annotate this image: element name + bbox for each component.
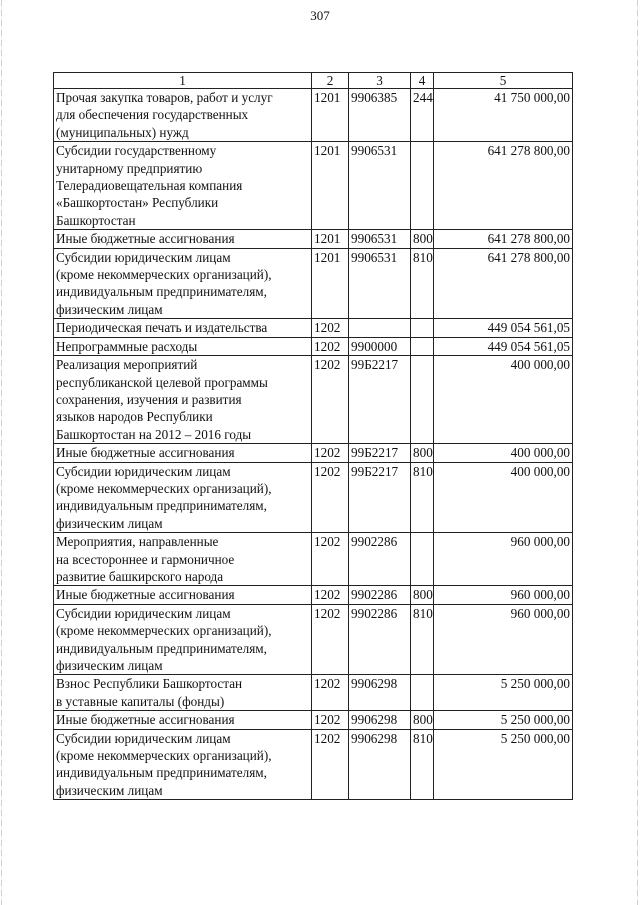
row-target-code: 9906531 [349,142,411,230]
scan-edge-left [1,0,2,905]
table-row [54,248,573,319]
row-amount: 449 054 561,05 [434,337,573,355]
row-section-code: 1201 [312,248,349,319]
row-expense-type: 800 [411,586,434,604]
row-section-code: 1202 [312,337,349,355]
row-expense-type: 800 [411,711,434,729]
row-section-code: 1202 [312,586,349,604]
header-col-5: 5 [434,73,573,89]
table-row [54,356,573,444]
table-row [54,604,573,675]
row-amount: 400 000,00 [434,462,573,533]
row-target-code: 9906298 [349,675,411,711]
row-expense-type [411,319,434,337]
row-section-code: 1202 [312,462,349,533]
row-expense-type [411,675,434,711]
row-target-code: 9902286 [349,586,411,604]
table-row [54,586,573,604]
table-body [54,89,573,800]
row-name-cell: Периодическая печать и издательства [54,319,312,337]
row-name-cell: Иные бюджетные ассигнования [54,230,312,248]
row-amount: 5 250 000,00 [434,711,573,729]
table-row [54,675,573,711]
table-row [54,319,573,337]
row-amount: 5 250 000,00 [434,675,573,711]
row-expense-type: 244 [411,89,434,142]
page-number: 307 [310,8,330,23]
row-target-code: 9906298 [349,711,411,729]
row-amount: 400 000,00 [434,444,573,462]
row-section-code: 1201 [312,89,349,142]
row-target-code: 9902286 [349,533,411,586]
row-section-code: 1202 [312,604,349,675]
row-section-code: 1202 [312,444,349,462]
header-col-2: 2 [312,73,349,89]
header-col-1: 1 [54,73,312,89]
table-row [54,230,573,248]
row-name-cell: Субсидии юридическим лицам (кроме некоммерческих организаций), индивидуальным предпринимателям, физическим лицам [54,729,312,800]
row-section-code: 1202 [312,533,349,586]
row-amount: 5 250 000,00 [434,729,573,800]
row-target-code: 99Б2217 [349,356,411,444]
table-row [54,89,573,142]
row-name-cell: Субсидии государственному унитарному предприятию Телерадиовещательная компания «Башкортостан» Республики Башкортостан [54,142,312,230]
row-name-cell: Иные бюджетные ассигнования [54,586,312,604]
row-amount: 400 000,00 [434,356,573,444]
row-section-code: 1201 [312,230,349,248]
row-section-code: 1202 [312,711,349,729]
row-expense-type: 800 [411,444,434,462]
row-target-code [349,319,411,337]
table-row [54,711,573,729]
row-section-code: 1202 [312,729,349,800]
row-amount: 960 000,00 [434,604,573,675]
row-section-code: 1202 [312,675,349,711]
row-expense-type [411,337,434,355]
row-name-cell: Мероприятия, направленные на всестороннее и гармоничное развитие башкирского народа [54,533,312,586]
row-name-cell: Субсидии юридическим лицам (кроме некоммерческих организаций), индивидуальным предпринимателям, физическим лицам [54,604,312,675]
row-name-cell: Субсидии юридическим лицам (кроме некоммерческих организаций), индивидуальным предпринимателям, физическим лицам [54,248,312,319]
row-name-cell: Непрограммные расходы [54,337,312,355]
row-amount: 960 000,00 [434,533,573,586]
row-target-code: 99Б2217 [349,444,411,462]
row-target-code: 99Б2217 [349,462,411,533]
row-name-cell: Субсидии юридическим лицам (кроме некоммерческих организаций), индивидуальным предпринимателям, физическим лицам [54,462,312,533]
table-row [54,142,573,230]
row-amount: 41 750 000,00 [434,89,573,142]
table-header-row [54,73,573,89]
row-amount: 641 278 800,00 [434,230,573,248]
scan-edge-right [637,0,638,905]
row-target-code: 9906531 [349,248,411,319]
row-expense-type [411,533,434,586]
row-name-cell: Прочая закупка товаров, работ и услуг для обеспечения государственных (муниципальных) нужд [54,89,312,142]
row-target-code: 9906385 [349,89,411,142]
row-name-cell: Реализация мероприятий республиканской целевой программы сохранения, изучения и развития языков народов Республики Башкортостан на 2012 – 2016 годы [54,356,312,444]
row-amount: 641 278 800,00 [434,142,573,230]
row-expense-type: 800 [411,230,434,248]
row-section-code: 1202 [312,356,349,444]
row-expense-type: 810 [411,729,434,800]
row-target-code: 9902286 [349,604,411,675]
budget-table [53,72,573,800]
row-target-code: 9906298 [349,729,411,800]
row-target-code: 9906531 [349,230,411,248]
row-expense-type [411,356,434,444]
row-amount: 960 000,00 [434,586,573,604]
header-col-3: 3 [349,73,411,89]
header-col-4: 4 [411,73,434,89]
row-name-cell: Иные бюджетные ассигнования [54,711,312,729]
table-row [54,533,573,586]
row-expense-type: 810 [411,462,434,533]
row-amount: 449 054 561,05 [434,319,573,337]
row-name-cell: Взнос Республики Башкортостан в уставные капиталы (фонды) [54,675,312,711]
row-section-code: 1201 [312,142,349,230]
table-row [54,462,573,533]
row-expense-type: 810 [411,604,434,675]
row-section-code: 1202 [312,319,349,337]
row-target-code: 9900000 [349,337,411,355]
row-name-cell: Иные бюджетные ассигнования [54,444,312,462]
row-amount: 641 278 800,00 [434,248,573,319]
table-row [54,729,573,800]
table-row [54,337,573,355]
row-expense-type [411,142,434,230]
table-row [54,444,573,462]
row-expense-type: 810 [411,248,434,319]
